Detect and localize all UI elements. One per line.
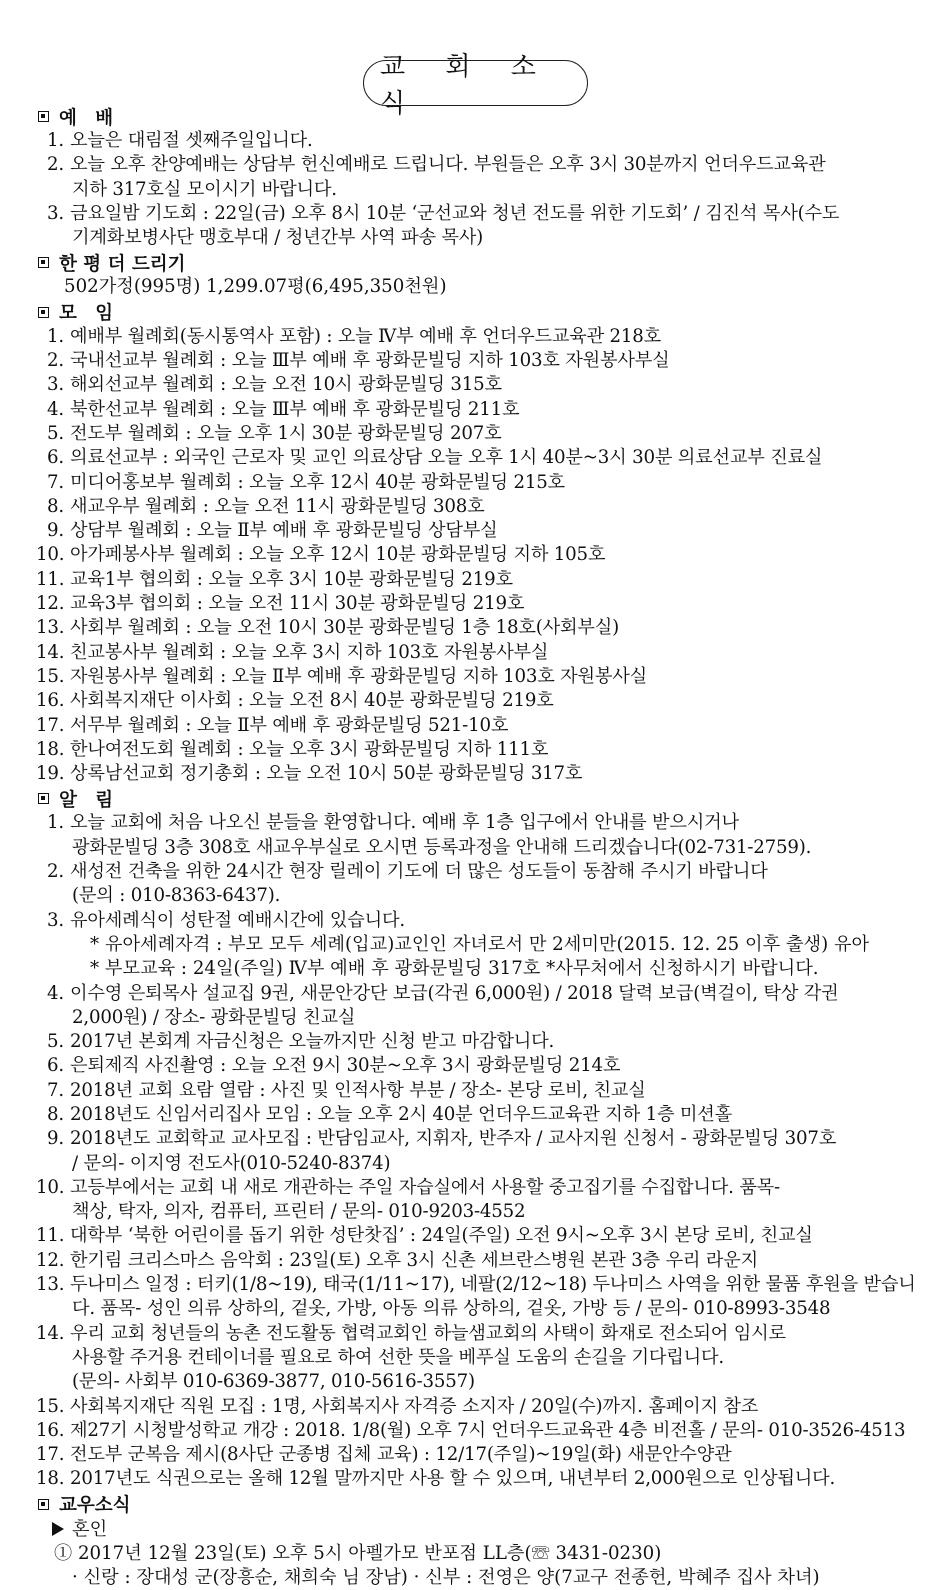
- item-number: 9.: [47, 1128, 64, 1150]
- item-text: [70, 738, 936, 762]
- item-number: 17.: [36, 714, 65, 736]
- meeting-item: [36, 665, 936, 689]
- notice-item: [36, 1079, 936, 1103]
- item-line: 한나여전도회 월례회 : 오늘 오후 3시 광화문빌딩 지하 111호: [70, 738, 549, 760]
- item-line: 2018년도 신임서리집사 모임 : 오늘 오후 2시 40분 언더우드교육관 지하 1층 미션홀: [70, 1103, 732, 1125]
- item-line: (문의- 사회부 010-6369-3877, 010-5616-3557): [72, 1371, 475, 1393]
- item-line: 국내선교부 월례회 : 오늘 Ⅲ부 예배 후 광화문빌딩 지하 103호 자원봉사부실: [70, 350, 670, 372]
- item-text: [70, 422, 936, 446]
- item-text: [70, 471, 936, 495]
- item-text: [70, 129, 936, 153]
- item-text: [70, 1054, 936, 1078]
- item-line: 오늘 오후 찬양예배는 상담부 헌신예배로 드립니다. 부원들은 오후 3시 30분까지 언더우드교육관: [70, 154, 826, 176]
- square-bullet-icon: [38, 257, 49, 268]
- item-line: 유아세례식이 성탄절 예배시간에 있습니다.: [70, 909, 405, 931]
- item-line: 상담부 월례회 : 오늘 Ⅱ부 예배 후 광화문빌딩 상담부실: [70, 520, 498, 542]
- item-line: 책상, 탁자, 의자, 컴퓨터, 프린터 / 문의- 010-9203-4552: [72, 1201, 526, 1223]
- item-number: 14.: [36, 1322, 65, 1344]
- meeting-item: [36, 616, 936, 640]
- item-text: [70, 909, 936, 933]
- worship-item: [36, 202, 936, 251]
- meeting-item: [36, 398, 936, 422]
- item-number: 1.: [47, 325, 64, 347]
- section-heading-meetings: 모 임: [36, 300, 936, 325]
- item-number: 2.: [47, 350, 64, 372]
- notice-item: [36, 1054, 936, 1078]
- land-offering-text: 502가정(995명) 1,299.07평(6,495,350천원): [64, 276, 447, 298]
- item-number: 5.: [47, 1031, 64, 1053]
- item-number: 10.: [36, 1176, 65, 1198]
- meeting-item: [36, 568, 936, 592]
- item-line: 새교우부 월례회 : 오늘 오전 11시 광화문빌딩 308호: [70, 495, 485, 517]
- item-line: 다. 품목- 성인 의류 상하의, 겉옷, 가방, 아동 의류 상하의, 겉옷, 가방 등 / 문의- 010-8993-3548: [72, 1298, 831, 1320]
- item-text: [70, 1224, 936, 1248]
- page-title: 교 회 소 식: [363, 60, 588, 106]
- item-text: [70, 1079, 936, 1103]
- notice-item: [36, 1273, 936, 1322]
- item-line: 두나미스 일정 : 터키(1/8~19), 태국(1/11~17), 네팔(2/12~18) 두나미스 사역을 위한 물품 후원을 받습니: [70, 1274, 916, 1296]
- wedding-subheading: 혼인: [36, 1517, 936, 1542]
- item-text: [70, 373, 936, 397]
- item-line: 사용할 주거용 컨테이너를 필요로 하여 선한 뜻을 베푸실 도움의 손길을 기다립니다.: [72, 1346, 724, 1368]
- item-number: 19.: [36, 763, 65, 785]
- item-line: 해외선교부 월례회 : 오늘 오전 10시 광화문빌딩 315호: [70, 374, 502, 396]
- item-subline: * 유아세례자격 : 부모 모두 세례(입교)교인인 자녀로서 만 2세미만(2015. 12. 25 이후 출생) 유아: [90, 933, 870, 955]
- notice-item: [36, 1443, 936, 1467]
- item-number: 7.: [47, 471, 64, 493]
- item-text: [70, 202, 936, 251]
- item-number: 13.: [36, 617, 65, 639]
- item-line: 은퇴제직 사진촬영 : 오늘 오전 9시 30분~오후 3시 광화문빌딩 214호: [70, 1055, 621, 1077]
- item-text: [70, 153, 936, 202]
- item-number: 3.: [47, 374, 64, 396]
- notice-item: [36, 1322, 936, 1395]
- section-heading-members: 교우소식: [36, 1492, 936, 1517]
- item-line: 금요일밤 기도회 : 22일(금) 오후 8시 10분 ‘군선교와 청년 전도를 위한 기도회’ / 김진석 목사(수도: [70, 202, 840, 224]
- item-text: [70, 1273, 936, 1322]
- item-number: 4.: [47, 982, 64, 1004]
- item-line: 고등부에서는 교회 내 새로 개관하는 주일 자습실에서 사용할 중고집기를 수집합니다. 품목-: [70, 1176, 780, 1198]
- item-line: 우리 교회 청년들의 농촌 전도활동 협력교회인 하늘샘교회의 사택이 화재로 전소되어 임시로: [70, 1322, 786, 1344]
- meeting-item: [36, 689, 936, 713]
- item-line: 2018년도 교회학교 교사모집 : 반담임교사, 지휘자, 반주자 / 교사지원 신청서 - 광화문빌딩 307호: [70, 1128, 837, 1150]
- item-line: 전도부 군복음 제시(8사단 군종병 집체 교육) : 12/17(주일)~19일(화) 새문안수양관: [70, 1444, 732, 1466]
- item-line: 기계화보병사단 맹호부대 / 청년간부 사역 파송 목사): [72, 227, 484, 249]
- item-text: [70, 495, 936, 519]
- item-line: 이수영 은퇴목사 설교집 9권, 새문안강단 보급(각권 6,000원) / 2018 달력 보급(벽걸이, 탁상 각권: [70, 982, 839, 1004]
- item-line: 2018년 교회 요람 열람 : 사진 및 인적사항 부분 / 장소- 본당 로비, 친교실: [70, 1079, 646, 1101]
- item-number: 15.: [36, 665, 65, 687]
- item-number: 2.: [47, 154, 64, 176]
- item-line: 북한선교부 월례회 : 오늘 Ⅲ부 예배 후 광화문빌딩 211호: [70, 398, 520, 420]
- notice-item: [36, 860, 936, 909]
- item-line: 의료선교부 : 외국인 근로자 및 교인 의료상담 오늘 오후 1시 40분~3시 30분 의료선교부 진료실: [70, 447, 823, 469]
- item-text: [70, 1030, 936, 1054]
- item-line: 사회복지재단 직원 모집 : 1명, 사회복지사 자격증 소지자 / 20일(수)까지. 홈페이지 참조: [70, 1395, 759, 1417]
- notice-item: [36, 1467, 936, 1491]
- item-line: 전도부 월례회 : 오늘 오후 1시 30분 광화문빌딩 207호: [70, 422, 502, 444]
- worship-item: [36, 129, 936, 153]
- square-bullet-icon: [38, 111, 49, 122]
- item-line: 제27기 시청발성학교 개강 : 2018. 1/8(월) 오후 7시 언더우드교육관 4층 비전홀 / 문의- 010-3526-4513: [70, 1419, 906, 1441]
- square-bullet-icon: [38, 793, 49, 804]
- item-text: [70, 446, 936, 470]
- square-bullet-icon: [38, 307, 49, 318]
- section-heading-worship: 예 배: [36, 104, 936, 129]
- item-number: 1.: [47, 130, 64, 151]
- item-number: 6.: [47, 1055, 64, 1077]
- item-line: 사회부 월례회 : 오늘 오전 10시 30분 광화문빌딩 1층 18호(사회부실): [70, 617, 620, 639]
- item-text: [70, 714, 936, 738]
- item-number: 9.: [47, 520, 64, 542]
- item-text: [70, 762, 936, 786]
- item-subline: * 부모교육 : 24일(주일) Ⅳ부 예배 후 광화문빌딩 317호 *사무처에서 신청하시기 바랍니다.: [90, 958, 819, 980]
- item-line: 2,000원) / 장소- 광화문빌딩 친교실: [72, 1006, 356, 1028]
- item-line: 서무부 월례회 : 오늘 Ⅱ부 예배 후 광화문빌딩 521-10호: [70, 714, 509, 736]
- item-number: 3.: [47, 909, 64, 931]
- meeting-item: [36, 373, 936, 397]
- item-number: 18.: [36, 1468, 65, 1490]
- notice-item: [36, 1030, 936, 1054]
- item-number: 16.: [36, 1419, 65, 1441]
- item-line: 지하 317호실 모이시기 바랍니다.: [72, 178, 337, 200]
- notice-item: [36, 1103, 936, 1127]
- item-line: 2017년도 식권으로는 올해 12월 말까지만 사용 할 수 있으며, 내년부터 2,000원으로 인상됩니다.: [70, 1468, 836, 1490]
- item-number: 11.: [36, 1225, 65, 1247]
- notices-list: [36, 811, 936, 1491]
- item-text: [70, 811, 936, 860]
- item-text: [70, 616, 936, 640]
- item-line: 예배부 월례회(동시통역사 포함) : 오늘 Ⅳ부 예배 후 언더우드교육관 218호: [70, 325, 662, 347]
- item-text: [70, 1103, 936, 1127]
- notice-item: [36, 1127, 936, 1176]
- content: [36, 104, 936, 1590]
- worship-item: [36, 153, 936, 202]
- item-text: [70, 398, 936, 422]
- meeting-item: [36, 641, 936, 665]
- meetings-list: [36, 325, 936, 787]
- item-line: 아가페봉사부 월례회 : 오늘 오후 12시 10분 광화문빌딩 지하 105호: [70, 544, 606, 566]
- item-number: 16.: [36, 690, 65, 712]
- meeting-item: [36, 471, 936, 495]
- item-number: 3.: [47, 202, 64, 224]
- item-text: [70, 1176, 936, 1225]
- worship-list: [36, 129, 936, 250]
- item-number: 11.: [36, 568, 65, 590]
- item-line: 교육1부 협의회 : 오늘 오후 3시 10분 광화문빌딩 219호: [70, 568, 513, 590]
- item-text: [70, 1443, 936, 1467]
- item-number: 13.: [36, 1274, 65, 1296]
- meeting-item: [36, 738, 936, 762]
- meeting-item: [36, 495, 936, 519]
- square-bullet-icon: [38, 1499, 49, 1510]
- item-number: 4.: [47, 398, 64, 420]
- item-number: 12.: [36, 1249, 65, 1271]
- item-number: 15.: [36, 1395, 65, 1417]
- item-number: 14.: [36, 641, 65, 663]
- item-number: 12.: [36, 593, 65, 615]
- notice-item: [36, 811, 936, 860]
- notice-item: [36, 1249, 936, 1273]
- item-line: 친교봉사부 월례회 : 오늘 오후 3시 지하 103호 자원봉사부실: [70, 641, 549, 663]
- meeting-item: [36, 762, 936, 786]
- item-line: 상록남선교회 정기총회 : 오늘 오전 10시 50분 광화문빌딩 317호: [70, 763, 583, 785]
- item-text: [70, 543, 936, 567]
- triangle-right-icon: [52, 1522, 64, 1536]
- item-line: 광화문빌딩 3층 308호 새교우부실로 오시면 등록과정을 안내해 드리겠습니다(02-731-2759).: [72, 836, 812, 858]
- item-text: [70, 689, 936, 713]
- meeting-item: [36, 325, 936, 349]
- item-text: [70, 1395, 936, 1419]
- item-line: 대학부 ‘북한 어린이를 돕기 위한 성탄찻집’ : 24일(주일) 오전 9시~오후 3시 본당 로비, 친교실: [70, 1225, 813, 1247]
- item-text: [70, 1127, 936, 1176]
- meeting-item: [36, 349, 936, 373]
- meeting-item: [36, 519, 936, 543]
- item-number: 10.: [36, 544, 65, 566]
- meeting-item: [36, 543, 936, 567]
- item-text: [70, 568, 936, 592]
- item-number: 5.: [47, 422, 64, 444]
- wedding-couple: · 신랑 : 장대성 군(장흥순, 채희숙 님 장남) · 신부 : 전영은 양(7교구 전종헌, 박혜주 집사 차녀): [72, 1567, 820, 1589]
- item-line: / 문의- 이지영 전도사(010-5240-8374): [72, 1152, 391, 1174]
- item-number: 6.: [47, 447, 64, 469]
- item-number: 8.: [47, 495, 64, 517]
- item-number: 1.: [47, 812, 64, 834]
- section-heading-notices: 알 림: [36, 786, 936, 811]
- notice-item: [36, 909, 936, 933]
- meeting-item: [36, 592, 936, 616]
- item-line: 한기림 크리스마스 음악회 : 23일(토) 오후 3시 신촌 세브란스병원 본관 3층 우리 라운지: [70, 1249, 758, 1271]
- item-line: 오늘은 대림절 셋째주일입니다.: [70, 130, 313, 151]
- item-number: 8.: [47, 1103, 64, 1125]
- item-line: (문의 : 010-8363-6437).: [72, 885, 281, 907]
- section-heading-land: 한 평 더 드리기: [36, 250, 936, 275]
- notice-item: [36, 982, 936, 1031]
- notice-item: [36, 1176, 936, 1225]
- item-text: [70, 641, 936, 665]
- notice-item: [36, 1395, 936, 1419]
- item-line: 교육3부 협의회 : 오늘 오전 11시 30분 광화문빌딩 219호: [70, 593, 525, 615]
- item-text: [70, 860, 936, 909]
- item-number: 17.: [36, 1444, 65, 1466]
- item-line: 사회복지재단 이사회 : 오늘 오전 8시 40분 광화문빌딩 219호: [70, 690, 554, 712]
- item-text: [70, 519, 936, 543]
- item-text: [70, 982, 936, 1031]
- item-number: 2.: [47, 861, 64, 883]
- item-text: [70, 665, 936, 689]
- item-text: [70, 1467, 936, 1491]
- item-line: 미디어홍보부 월례회 : 오늘 오후 12시 40분 광화문빌딩 215호: [70, 471, 565, 493]
- item-text: [70, 1419, 936, 1443]
- item-number: 18.: [36, 738, 65, 760]
- wedding-info: ① 2017년 12월 23일(토) 오후 5시 아펠가모 반포점 LL층(☏ 3431-0230): [54, 1542, 662, 1564]
- item-line: 새성전 건축을 위한 24시간 현장 릴레이 기도에 더 많은 성도들이 동참해 주시기 바랍니다: [70, 861, 768, 883]
- item-line: 2017년 본회계 자금신청은 오늘까지만 신청 받고 마감합니다.: [70, 1031, 555, 1053]
- meeting-item: [36, 422, 936, 446]
- meeting-item: [36, 714, 936, 738]
- item-line: 오늘 교회에 처음 나오신 분들을 환영합니다. 예배 후 1층 입구에서 안내를 받으시거나: [70, 812, 739, 834]
- item-number: 7.: [47, 1079, 64, 1101]
- item-text: [70, 349, 936, 373]
- notice-item: [36, 1419, 936, 1443]
- item-text: [70, 325, 936, 349]
- item-text: [70, 1322, 936, 1395]
- item-line: 자원봉사부 월례회 : 오늘 Ⅱ부 예배 후 광화문빌딩 지하 103호 자원봉사실: [70, 665, 647, 687]
- meeting-item: [36, 446, 936, 470]
- notice-item: [36, 1224, 936, 1248]
- item-text: [70, 592, 936, 616]
- item-text: [70, 1249, 936, 1273]
